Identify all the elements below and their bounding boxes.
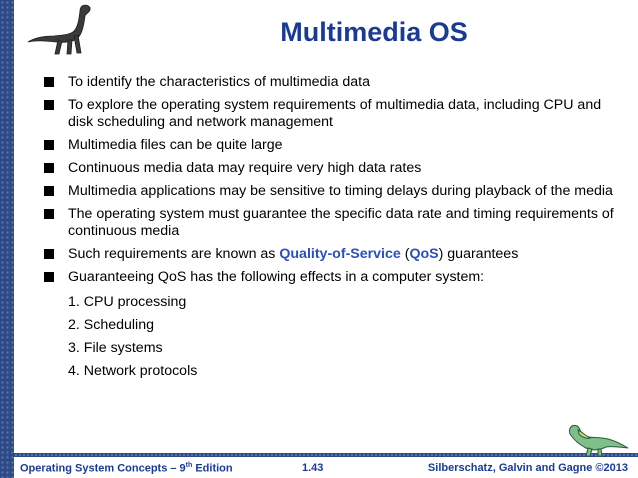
list-item: To identify the characteristics of multimedia data xyxy=(44,74,614,91)
list-item: Multimedia files can be quite large xyxy=(44,137,614,154)
bullet-square-icon xyxy=(44,100,54,110)
dinosaur-logo-icon xyxy=(22,2,112,58)
list-item: Multimedia applications may be sensitive to timing delays during playback of the media xyxy=(44,183,614,200)
bullet-square-icon xyxy=(44,77,54,87)
bullet-square-icon xyxy=(44,140,54,150)
bullet-square-icon xyxy=(44,163,54,173)
left-decorative-strip xyxy=(0,0,14,478)
list-item: To explore the operating system requirements of multimedia data, including CPU and disk scheduling and network management xyxy=(44,97,614,131)
list-item: The operating system must guarantee the specific data rate and timing requirements of continuous media xyxy=(44,206,614,240)
small-dinosaur-icon xyxy=(560,418,630,458)
numbered-item: 2. Scheduling xyxy=(68,317,154,333)
bullet-square-icon xyxy=(44,249,54,259)
footer-page-number: 1.43 xyxy=(302,462,324,474)
bullet-square-icon xyxy=(44,209,54,219)
bottom-decorative-strip xyxy=(14,453,638,457)
qos-abbrev: QoS xyxy=(409,246,439,262)
list-item: Guaranteeing QoS has the following effects in a computer system: xyxy=(44,269,614,286)
numbered-item: 1. CPU processing xyxy=(68,294,187,310)
list-item: Such requirements are known as Quality-of-Service (QoS) guarantees xyxy=(44,246,614,263)
numbered-list xyxy=(68,294,197,386)
qos-term: Quality-of-Service xyxy=(279,246,401,262)
slide-title: Multimedia OS xyxy=(280,17,468,47)
bullet-square-icon xyxy=(44,186,54,196)
bullet-square-icon xyxy=(44,272,54,282)
numbered-item: 4. Network protocols xyxy=(68,363,198,379)
footer-course-title: Operating System Concepts – 9th Edition xyxy=(20,462,233,475)
numbered-item: 3. File systems xyxy=(68,340,163,356)
bullet-list xyxy=(44,74,614,292)
footer-copyright: Silberschatz, Galvin and Gagne ©2013 xyxy=(427,462,628,474)
list-item: Continuous media data may require very high data rates xyxy=(44,160,614,177)
